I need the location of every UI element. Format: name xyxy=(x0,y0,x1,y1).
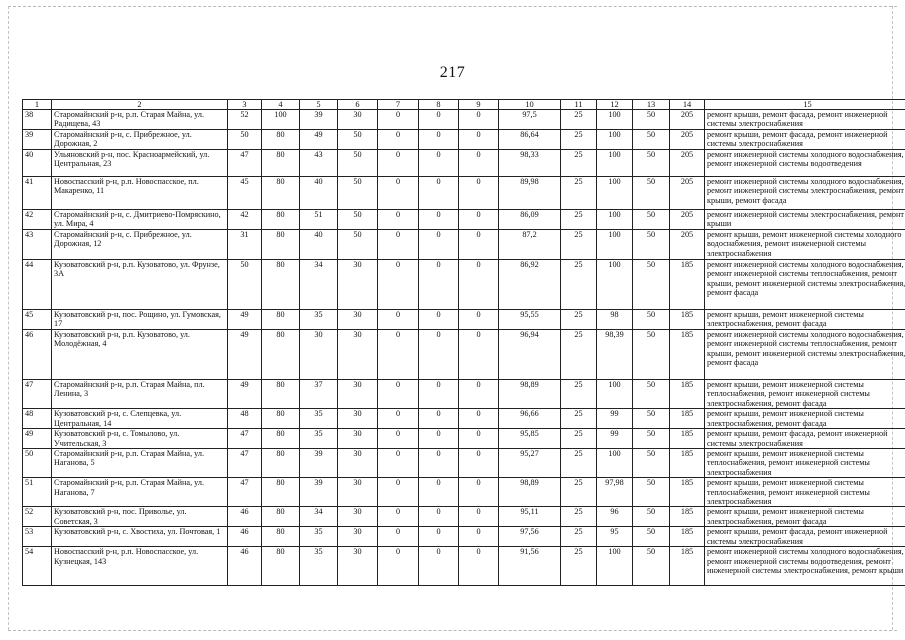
value-cell-12: 100 xyxy=(597,210,633,230)
value-cell-6: 50 xyxy=(338,230,378,260)
row-number: 49 xyxy=(23,429,52,449)
table-body xyxy=(23,100,905,586)
value-cell-6: 30 xyxy=(338,527,378,547)
value-cell-6: 30 xyxy=(338,409,378,429)
value-cell-7: 0 xyxy=(378,330,419,380)
value-cell-5: 49 xyxy=(300,130,338,150)
address-cell: Кузоватовский р-н, пос. Рощино, ул. Гумовская, 17 xyxy=(52,310,228,330)
value-cell-7: 0 xyxy=(378,409,419,429)
address-cell: Старомайнский р-н, с. Прибрежное, ул. Дорожная, 2 xyxy=(52,130,228,150)
value-cell-6: 30 xyxy=(338,380,378,409)
value-cell-8: 0 xyxy=(419,310,459,330)
value-cell-4: 80 xyxy=(262,478,300,507)
scan-edge-left xyxy=(8,6,9,630)
value-cell-5: 35 xyxy=(300,527,338,547)
value-cell-6: 50 xyxy=(338,150,378,177)
value-cell-7: 0 xyxy=(378,547,419,586)
value-cell-12: 100 xyxy=(597,260,633,310)
value-cell-5: 39 xyxy=(300,449,338,478)
row-number: 52 xyxy=(23,507,52,527)
value-cell-8: 0 xyxy=(419,230,459,260)
row-number: 50 xyxy=(23,449,52,478)
value-cell-9: 0 xyxy=(459,449,499,478)
column-number: 14 xyxy=(670,100,705,110)
value-cell-9: 0 xyxy=(459,429,499,449)
value-cell-11: 25 xyxy=(561,310,597,330)
value-cell-7: 0 xyxy=(378,429,419,449)
value-cell-12: 99 xyxy=(597,409,633,429)
value-cell-4: 80 xyxy=(262,409,300,429)
value-cell-8: 0 xyxy=(419,449,459,478)
value-cell-4: 80 xyxy=(262,130,300,150)
value-cell-14: 205 xyxy=(670,177,705,210)
address-cell: Новоспасский р-н, р.п. Новоспасское, ул. Кузнецкая, 143 xyxy=(52,547,228,586)
value-cell-13: 50 xyxy=(633,547,670,586)
row-number: 42 xyxy=(23,210,52,230)
value-cell-14: 185 xyxy=(670,310,705,330)
value-cell-3: 47 xyxy=(228,150,262,177)
value-cell-8: 0 xyxy=(419,130,459,150)
value-cell-11: 25 xyxy=(561,330,597,380)
value-cell-8: 0 xyxy=(419,150,459,177)
address-cell: Новоспасский р-н, р.п. Новоспасское, пл. Макаренко, 11 xyxy=(52,177,228,210)
address-cell: Кузоватовский р-н, р.п. Кузоватово, ул. Фрунзе, 3А xyxy=(52,260,228,310)
works-cell: ремонт крыши, ремонт инженерной системы электроснабжения, ремонт фасада xyxy=(705,310,905,330)
value-cell-5: 35 xyxy=(300,547,338,586)
works-cell: ремонт крыши, ремонт фасада, ремонт инженерной системы электроснабжения xyxy=(705,527,905,547)
value-cell-14: 205 xyxy=(670,110,705,130)
value-cell-9: 0 xyxy=(459,527,499,547)
table-row xyxy=(23,527,905,547)
column-number: 1 xyxy=(23,100,52,110)
value-cell-7: 0 xyxy=(378,380,419,409)
value-cell-5: 51 xyxy=(300,210,338,230)
value-cell-3: 48 xyxy=(228,409,262,429)
table-row xyxy=(23,449,905,478)
value-cell-9: 0 xyxy=(459,260,499,310)
value-cell-4: 80 xyxy=(262,330,300,380)
value-cell-12: 95 xyxy=(597,527,633,547)
column-number: 6 xyxy=(338,100,378,110)
value-cell-9: 0 xyxy=(459,380,499,409)
value-cell-7: 0 xyxy=(378,507,419,527)
value-cell-10: 91,56 xyxy=(499,547,561,586)
row-number: 48 xyxy=(23,409,52,429)
value-cell-4: 80 xyxy=(262,260,300,310)
value-cell-3: 50 xyxy=(228,260,262,310)
works-cell: ремонт инженерной системы холодного водоснабжения, ремонт инженерной системы теплоснабжения, ремонт крыши, ремонт инженерной системы электроснабжения, ремонт фасада xyxy=(705,330,905,380)
page-number: 217 xyxy=(439,64,466,81)
row-number: 51 xyxy=(23,478,52,507)
value-cell-8: 0 xyxy=(419,527,459,547)
value-cell-3: 46 xyxy=(228,527,262,547)
address-cell: Кузоватовский р-н, с. Слепцевка, ул. Центральная, 14 xyxy=(52,409,228,429)
value-cell-6: 30 xyxy=(338,449,378,478)
table-row xyxy=(23,110,905,130)
value-cell-11: 25 xyxy=(561,547,597,586)
row-number: 43 xyxy=(23,230,52,260)
value-cell-13: 50 xyxy=(633,507,670,527)
value-cell-13: 50 xyxy=(633,110,670,130)
address-cell: Старомайнский р-н, с. Прибрежное, ул. Дорожная, 12 xyxy=(52,230,228,260)
value-cell-10: 95,85 xyxy=(499,429,561,449)
value-cell-7: 0 xyxy=(378,260,419,310)
value-cell-10: 89,98 xyxy=(499,177,561,210)
value-cell-6: 30 xyxy=(338,429,378,449)
value-cell-10: 98,89 xyxy=(499,380,561,409)
value-cell-12: 100 xyxy=(597,177,633,210)
value-cell-7: 0 xyxy=(378,130,419,150)
value-cell-12: 98 xyxy=(597,310,633,330)
value-cell-4: 80 xyxy=(262,150,300,177)
scan-edge-bottom xyxy=(8,630,897,631)
value-cell-8: 0 xyxy=(419,547,459,586)
value-cell-11: 25 xyxy=(561,429,597,449)
value-cell-9: 0 xyxy=(459,230,499,260)
column-number: 5 xyxy=(300,100,338,110)
value-cell-11: 25 xyxy=(561,449,597,478)
value-cell-3: 50 xyxy=(228,130,262,150)
table-row xyxy=(23,310,905,330)
value-cell-10: 87,2 xyxy=(499,230,561,260)
value-cell-9: 0 xyxy=(459,310,499,330)
column-number-row xyxy=(23,100,905,110)
table-row xyxy=(23,210,905,230)
value-cell-6: 30 xyxy=(338,310,378,330)
value-cell-12: 99 xyxy=(597,429,633,449)
value-cell-5: 35 xyxy=(300,310,338,330)
value-cell-11: 25 xyxy=(561,260,597,310)
value-cell-10: 96,94 xyxy=(499,330,561,380)
row-number: 46 xyxy=(23,330,52,380)
value-cell-5: 39 xyxy=(300,110,338,130)
value-cell-3: 46 xyxy=(228,547,262,586)
value-cell-3: 47 xyxy=(228,429,262,449)
row-number: 54 xyxy=(23,547,52,586)
works-cell: ремонт крыши, ремонт инженерной системы теплоснабжения, ремонт инженерной системы электроснабжения xyxy=(705,478,905,507)
value-cell-7: 0 xyxy=(378,177,419,210)
value-cell-8: 0 xyxy=(419,210,459,230)
table-row xyxy=(23,330,905,380)
value-cell-10: 86,64 xyxy=(499,130,561,150)
address-cell: Старомайнский р-н, с. Дмитриево-Помряскино, ул. Мира, 4 xyxy=(52,210,228,230)
value-cell-11: 25 xyxy=(561,210,597,230)
value-cell-13: 50 xyxy=(633,310,670,330)
value-cell-14: 185 xyxy=(670,527,705,547)
value-cell-14: 185 xyxy=(670,547,705,586)
value-cell-7: 0 xyxy=(378,527,419,547)
value-cell-13: 50 xyxy=(633,527,670,547)
works-cell: ремонт крыши, ремонт фасада, ремонт инженерной системы электроснабжения xyxy=(705,429,905,449)
row-number: 47 xyxy=(23,380,52,409)
address-cell: Старомайнский р-н, р.п. Старая Майна, ул. Наганова, 7 xyxy=(52,478,228,507)
table-row xyxy=(23,409,905,429)
value-cell-12: 97,98 xyxy=(597,478,633,507)
address-cell: Кузоватовский р-н, пос. Приволье, ул. Советская, 3 xyxy=(52,507,228,527)
value-cell-14: 185 xyxy=(670,449,705,478)
value-cell-5: 30 xyxy=(300,330,338,380)
value-cell-12: 100 xyxy=(597,230,633,260)
value-cell-9: 0 xyxy=(459,110,499,130)
value-cell-8: 0 xyxy=(419,177,459,210)
value-cell-6: 30 xyxy=(338,507,378,527)
works-cell: ремонт крыши, ремонт инженерной системы теплоснабжения, ремонт инженерной системы электроснабжения, ремонт фасада xyxy=(705,380,905,409)
value-cell-13: 50 xyxy=(633,230,670,260)
value-cell-9: 0 xyxy=(459,177,499,210)
value-cell-7: 0 xyxy=(378,210,419,230)
value-cell-11: 25 xyxy=(561,110,597,130)
value-cell-8: 0 xyxy=(419,409,459,429)
value-cell-13: 50 xyxy=(633,150,670,177)
value-cell-10: 95,11 xyxy=(499,507,561,527)
value-cell-6: 30 xyxy=(338,547,378,586)
value-cell-12: 100 xyxy=(597,130,633,150)
value-cell-13: 50 xyxy=(633,409,670,429)
row-number: 40 xyxy=(23,150,52,177)
value-cell-3: 47 xyxy=(228,478,262,507)
value-cell-10: 97,56 xyxy=(499,527,561,547)
value-cell-4: 80 xyxy=(262,507,300,527)
value-cell-13: 50 xyxy=(633,478,670,507)
value-cell-12: 100 xyxy=(597,449,633,478)
value-cell-14: 185 xyxy=(670,409,705,429)
value-cell-14: 205 xyxy=(670,210,705,230)
column-number: 11 xyxy=(561,100,597,110)
value-cell-10: 86,92 xyxy=(499,260,561,310)
value-cell-11: 25 xyxy=(561,380,597,409)
value-cell-14: 205 xyxy=(670,230,705,260)
value-cell-7: 0 xyxy=(378,230,419,260)
value-cell-13: 50 xyxy=(633,210,670,230)
value-cell-8: 0 xyxy=(419,429,459,449)
value-cell-3: 46 xyxy=(228,507,262,527)
column-number: 13 xyxy=(633,100,670,110)
value-cell-3: 47 xyxy=(228,449,262,478)
table-row xyxy=(23,429,905,449)
value-cell-13: 50 xyxy=(633,177,670,210)
value-cell-13: 50 xyxy=(633,130,670,150)
value-cell-8: 0 xyxy=(419,478,459,507)
value-cell-8: 0 xyxy=(419,507,459,527)
column-number: 2 xyxy=(52,100,228,110)
value-cell-11: 25 xyxy=(561,230,597,260)
value-cell-3: 45 xyxy=(228,177,262,210)
value-cell-3: 42 xyxy=(228,210,262,230)
value-cell-3: 52 xyxy=(228,110,262,130)
value-cell-4: 80 xyxy=(262,547,300,586)
table-row xyxy=(23,507,905,527)
value-cell-6: 30 xyxy=(338,330,378,380)
row-number: 39 xyxy=(23,130,52,150)
address-cell: Старомайнский р-н, р.п. Старая Майна, пл. Ленина, 3 xyxy=(52,380,228,409)
value-cell-14: 185 xyxy=(670,330,705,380)
works-cell: ремонт инженерной системы электроснабжения, ремонт крыши xyxy=(705,210,905,230)
address-cell: Ульяновский р-н, пос. Красноармейский, ул. Центральная, 23 xyxy=(52,150,228,177)
value-cell-10: 95,27 xyxy=(499,449,561,478)
value-cell-8: 0 xyxy=(419,330,459,380)
value-cell-8: 0 xyxy=(419,260,459,310)
value-cell-14: 185 xyxy=(670,507,705,527)
row-number: 53 xyxy=(23,527,52,547)
value-cell-4: 80 xyxy=(262,380,300,409)
value-cell-10: 96,66 xyxy=(499,409,561,429)
row-number: 44 xyxy=(23,260,52,310)
column-number: 12 xyxy=(597,100,633,110)
repair-register-table xyxy=(22,99,905,586)
value-cell-12: 98,39 xyxy=(597,330,633,380)
value-cell-12: 100 xyxy=(597,110,633,130)
value-cell-9: 0 xyxy=(459,150,499,177)
address-cell: Старомайнский р-н, р.п. Старая Майна, ул. Радищева, 43 xyxy=(52,110,228,130)
value-cell-9: 0 xyxy=(459,547,499,586)
value-cell-14: 185 xyxy=(670,429,705,449)
value-cell-5: 35 xyxy=(300,429,338,449)
value-cell-4: 80 xyxy=(262,527,300,547)
works-cell: ремонт инженерной системы холодного водоснабжения, ремонт инженерной системы водоотведения xyxy=(705,150,905,177)
works-cell: ремонт инженерной системы холодного водоснабжения, ремонт инженерной системы водоотведения, ремонт инженерной системы электроснабжения, ремонт крыши xyxy=(705,547,905,586)
value-cell-6: 30 xyxy=(338,260,378,310)
value-cell-11: 25 xyxy=(561,150,597,177)
value-cell-14: 185 xyxy=(670,478,705,507)
value-cell-6: 30 xyxy=(338,110,378,130)
column-number: 9 xyxy=(459,100,499,110)
column-number: 8 xyxy=(419,100,459,110)
value-cell-7: 0 xyxy=(378,150,419,177)
value-cell-5: 37 xyxy=(300,380,338,409)
value-cell-5: 39 xyxy=(300,478,338,507)
column-number: 3 xyxy=(228,100,262,110)
value-cell-12: 100 xyxy=(597,150,633,177)
value-cell-11: 25 xyxy=(561,409,597,429)
column-number: 15 xyxy=(705,100,905,110)
value-cell-5: 34 xyxy=(300,260,338,310)
value-cell-4: 80 xyxy=(262,449,300,478)
value-cell-5: 34 xyxy=(300,507,338,527)
scan-edge-top xyxy=(8,6,897,7)
value-cell-11: 25 xyxy=(561,130,597,150)
value-cell-3: 49 xyxy=(228,310,262,330)
value-cell-4: 80 xyxy=(262,310,300,330)
value-cell-5: 40 xyxy=(300,177,338,210)
value-cell-9: 0 xyxy=(459,210,499,230)
value-cell-4: 80 xyxy=(262,429,300,449)
value-cell-11: 25 xyxy=(561,478,597,507)
row-number: 38 xyxy=(23,110,52,130)
table-row xyxy=(23,260,905,310)
table-row xyxy=(23,150,905,177)
table-row xyxy=(23,478,905,507)
value-cell-7: 0 xyxy=(378,310,419,330)
works-cell: ремонт крыши, ремонт инженерной системы электроснабжения, ремонт фасада xyxy=(705,409,905,429)
value-cell-5: 43 xyxy=(300,150,338,177)
value-cell-4: 80 xyxy=(262,177,300,210)
value-cell-6: 50 xyxy=(338,210,378,230)
value-cell-9: 0 xyxy=(459,507,499,527)
column-number: 7 xyxy=(378,100,419,110)
value-cell-9: 0 xyxy=(459,478,499,507)
value-cell-14: 205 xyxy=(670,150,705,177)
table-row xyxy=(23,380,905,409)
value-cell-3: 49 xyxy=(228,380,262,409)
address-cell: Кузоватовский р-н, р.п. Кузоватово, ул. Молодёжная, 4 xyxy=(52,330,228,380)
value-cell-14: 185 xyxy=(670,260,705,310)
value-cell-9: 0 xyxy=(459,330,499,380)
works-cell: ремонт крыши, ремонт инженерной системы электроснабжения, ремонт фасада xyxy=(705,507,905,527)
value-cell-13: 50 xyxy=(633,380,670,409)
value-cell-6: 30 xyxy=(338,478,378,507)
value-cell-10: 86,09 xyxy=(499,210,561,230)
value-cell-3: 49 xyxy=(228,330,262,380)
value-cell-10: 97,5 xyxy=(499,110,561,130)
value-cell-9: 0 xyxy=(459,130,499,150)
works-cell: ремонт крыши, ремонт инженерной системы холодного водоснабжения, ремонт инженерной системы электроснабжения xyxy=(705,230,905,260)
value-cell-14: 185 xyxy=(670,380,705,409)
value-cell-11: 25 xyxy=(561,177,597,210)
value-cell-14: 205 xyxy=(670,130,705,150)
value-cell-12: 96 xyxy=(597,507,633,527)
column-number: 4 xyxy=(262,100,300,110)
column-number: 10 xyxy=(499,100,561,110)
value-cell-6: 50 xyxy=(338,177,378,210)
row-number: 41 xyxy=(23,177,52,210)
value-cell-13: 50 xyxy=(633,330,670,380)
value-cell-11: 25 xyxy=(561,507,597,527)
value-cell-3: 31 xyxy=(228,230,262,260)
value-cell-7: 0 xyxy=(378,449,419,478)
row-number: 45 xyxy=(23,310,52,330)
value-cell-7: 0 xyxy=(378,478,419,507)
value-cell-5: 40 xyxy=(300,230,338,260)
value-cell-12: 100 xyxy=(597,547,633,586)
table-row xyxy=(23,230,905,260)
works-cell: ремонт крыши, ремонт фасада, ремонт инженерной системы электроснабжения xyxy=(705,130,905,150)
table-row xyxy=(23,130,905,150)
value-cell-12: 100 xyxy=(597,380,633,409)
value-cell-5: 35 xyxy=(300,409,338,429)
value-cell-13: 50 xyxy=(633,449,670,478)
value-cell-4: 80 xyxy=(262,230,300,260)
address-cell: Кузоватовский р-н, с. Хвостиха, ул. Почтовая, 1 xyxy=(52,527,228,547)
works-cell: ремонт инженерной системы холодного водоснабжения, ремонт инженерной системы электроснабжения, ремонт крыши, ремонт фасада xyxy=(705,177,905,210)
value-cell-11: 25 xyxy=(561,527,597,547)
value-cell-8: 0 xyxy=(419,380,459,409)
value-cell-10: 98,89 xyxy=(499,478,561,507)
table-row xyxy=(23,547,905,586)
value-cell-10: 98,33 xyxy=(499,150,561,177)
value-cell-13: 50 xyxy=(633,260,670,310)
works-cell: ремонт крыши, ремонт фасада, ремонт инженерной системы электроснабжения xyxy=(705,110,905,130)
address-cell: Кузоватовский р-н, с. Томылово, ул. Учительская, 3 xyxy=(52,429,228,449)
value-cell-7: 0 xyxy=(378,110,419,130)
value-cell-10: 95,55 xyxy=(499,310,561,330)
value-cell-4: 100 xyxy=(262,110,300,130)
value-cell-4: 80 xyxy=(262,210,300,230)
value-cell-6: 50 xyxy=(338,130,378,150)
table-row xyxy=(23,177,905,210)
value-cell-9: 0 xyxy=(459,409,499,429)
address-cell: Старомайнский р-н, р.п. Старая Майна, ул. Наганова, 5 xyxy=(52,449,228,478)
value-cell-8: 0 xyxy=(419,110,459,130)
value-cell-13: 50 xyxy=(633,429,670,449)
works-cell: ремонт инженерной системы холодного водоснабжения, ремонт инженерной системы теплоснабжения, ремонт крыши, ремонт инженерной системы электроснабжения, ремонт фасада xyxy=(705,260,905,310)
works-cell: ремонт крыши, ремонт инженерной системы теплоснабжения, ремонт инженерной системы электроснабжения xyxy=(705,449,905,478)
